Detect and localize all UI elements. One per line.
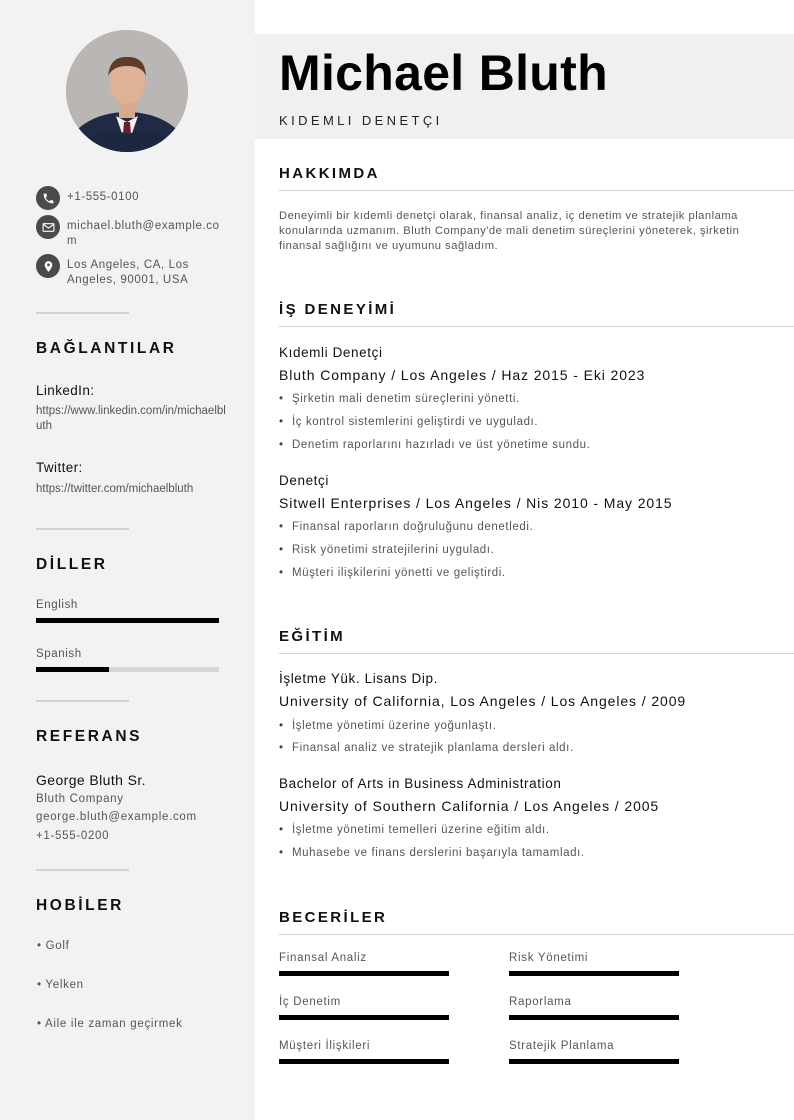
- contact-address: [36, 254, 226, 288]
- skill-fill: [509, 1059, 679, 1064]
- job-role: Kıdemli Denetçi: [279, 345, 383, 360]
- reference-company: Bluth Company: [36, 793, 124, 805]
- skill-name: Stratejik Planlama: [509, 1040, 615, 1052]
- section-divider: [36, 869, 129, 871]
- job-bullet: • Şirketin mali denetim süreçlerini yönetti.: [279, 393, 520, 405]
- job-organization: Sitwell Enterprises / Los Angeles / Nis 2010 - May 2015: [279, 495, 673, 511]
- contact-phone-text: +1-555-0100: [67, 191, 140, 203]
- job-bullet: • Denetim raporlarını hazırladı ve üst yönetime sundu.: [279, 439, 590, 451]
- skills-heading: BECERİLER: [279, 909, 388, 926]
- skill-fill: [279, 1059, 449, 1064]
- education-school: University of California, Los Angeles / Los Angeles / 2009: [279, 693, 687, 709]
- section-rule: [279, 653, 794, 654]
- languages-heading: DİLLER: [36, 556, 108, 573]
- contact-email-text: michael.bluth@example.com: [67, 220, 220, 247]
- references-heading: REFERANS: [36, 728, 143, 745]
- skill-name: Raporlama: [509, 996, 572, 1008]
- links-heading: BAĞLANTILAR: [36, 340, 177, 357]
- job-bullet: • Müşteri ilişkilerini yönetti ve geliştirdi.: [279, 567, 506, 579]
- education-school: University of Southern California / Los Angeles / 2005: [279, 798, 660, 814]
- skill-fill: [509, 1015, 679, 1020]
- skill-name: İç Denetim: [279, 996, 341, 1008]
- education-bullet: • Muhasebe ve finans derslerini başarıyla tamamladı.: [279, 847, 585, 859]
- section-divider: [36, 528, 129, 530]
- twitter-label: Twitter:: [36, 460, 83, 475]
- skill-fill: [509, 971, 679, 976]
- about-heading: HAKKIMDA: [279, 165, 380, 182]
- skill-bar: [279, 1015, 449, 1020]
- section-rule: [279, 326, 794, 327]
- language-level-bar: [36, 667, 219, 672]
- section-rule: [279, 934, 794, 935]
- education-degree: Bachelor of Arts in Business Administration: [279, 776, 562, 791]
- linkedin-link[interactable]: https://www.linkedin.com/in/michaelbluth: [36, 405, 226, 432]
- phone-icon: [36, 186, 60, 210]
- skill-bar: [509, 1059, 679, 1064]
- job-title: KIDEMLI DENETÇI: [279, 113, 443, 128]
- language-level-bar: [36, 618, 219, 623]
- about-text: Deneyimli bir kıdemli denetçi olarak, finansal analiz, iç denetim ve stratejik planlama konularında uzmanım. Bluth Company'de mali denetim süreçlerini yöneterek, şirketin finansal sağlığını ve uyumunu sağladım.: [279, 210, 740, 252]
- main-content: [255, 0, 794, 1120]
- job-organization: Bluth Company / Los Angeles / Haz 2015 - Eki 2023: [279, 367, 646, 383]
- hobby-item: • Golf: [37, 940, 70, 952]
- language-name: English: [36, 599, 78, 611]
- skill-name: Finansal Analiz: [279, 952, 367, 964]
- contact-email: [36, 215, 226, 249]
- skill-name: Müşteri İlişkileri: [279, 1040, 371, 1052]
- skill-fill: [279, 1015, 449, 1020]
- section-rule: [279, 190, 794, 191]
- sidebar: [0, 0, 255, 1120]
- reference-name: George Bluth Sr.: [36, 772, 146, 788]
- education-bullet: • Finansal analiz ve stratejik planlama dersleri aldı.: [279, 742, 574, 754]
- reference-email[interactable]: george.bluth@example.com: [36, 811, 197, 823]
- education-heading: EĞİTİM: [279, 628, 346, 645]
- reference-phone: +1-555-0200: [36, 830, 110, 842]
- job-bullet: • İç kontrol sistemlerini geliştirdi ve uyguladı.: [279, 416, 538, 428]
- education-degree: İşletme Yük. Lisans Dip.: [279, 671, 438, 686]
- section-divider: [36, 700, 129, 702]
- profile-photo: [66, 30, 188, 152]
- contact-phone: [36, 186, 226, 210]
- language-name: Spanish: [36, 648, 82, 660]
- experience-heading: İŞ DENEYİMİ: [279, 301, 397, 318]
- hobby-item: • Yelken: [37, 979, 84, 991]
- education-bullet: • İşletme yönetimi üzerine yoğunlaştı.: [279, 720, 496, 732]
- skill-fill: [279, 971, 449, 976]
- section-divider: [36, 312, 129, 314]
- linkedin-label: LinkedIn:: [36, 383, 95, 398]
- skill-bar: [279, 1059, 449, 1064]
- skill-bar: [509, 1015, 679, 1020]
- language-level-fill: [36, 667, 109, 672]
- language-level-fill: [36, 618, 219, 623]
- envelope-icon: [36, 215, 60, 239]
- education-bullet: • İşletme yönetimi temelleri üzerine eğitim aldı.: [279, 824, 550, 836]
- skill-name: Risk Yönetimi: [509, 952, 589, 964]
- hobbies-heading: HOBİLER: [36, 897, 124, 914]
- twitter-link[interactable]: https://twitter.com/michaelbluth: [36, 483, 194, 495]
- skill-bar: [279, 971, 449, 976]
- map-pin-icon: [36, 254, 60, 278]
- hobby-item: • Aile ile zaman geçirmek: [37, 1018, 183, 1030]
- job-role: Denetçi: [279, 473, 329, 488]
- contact-address-text: Los Angeles, CA, Los Angeles, 90001, USA: [67, 259, 189, 286]
- job-bullet: • Risk yönetimi stratejilerini uyguladı.: [279, 544, 494, 556]
- job-bullet: • Finansal raporların doğruluğunu denetledi.: [279, 521, 533, 533]
- skill-bar: [509, 971, 679, 976]
- person-name: Michael Bluth: [279, 45, 608, 101]
